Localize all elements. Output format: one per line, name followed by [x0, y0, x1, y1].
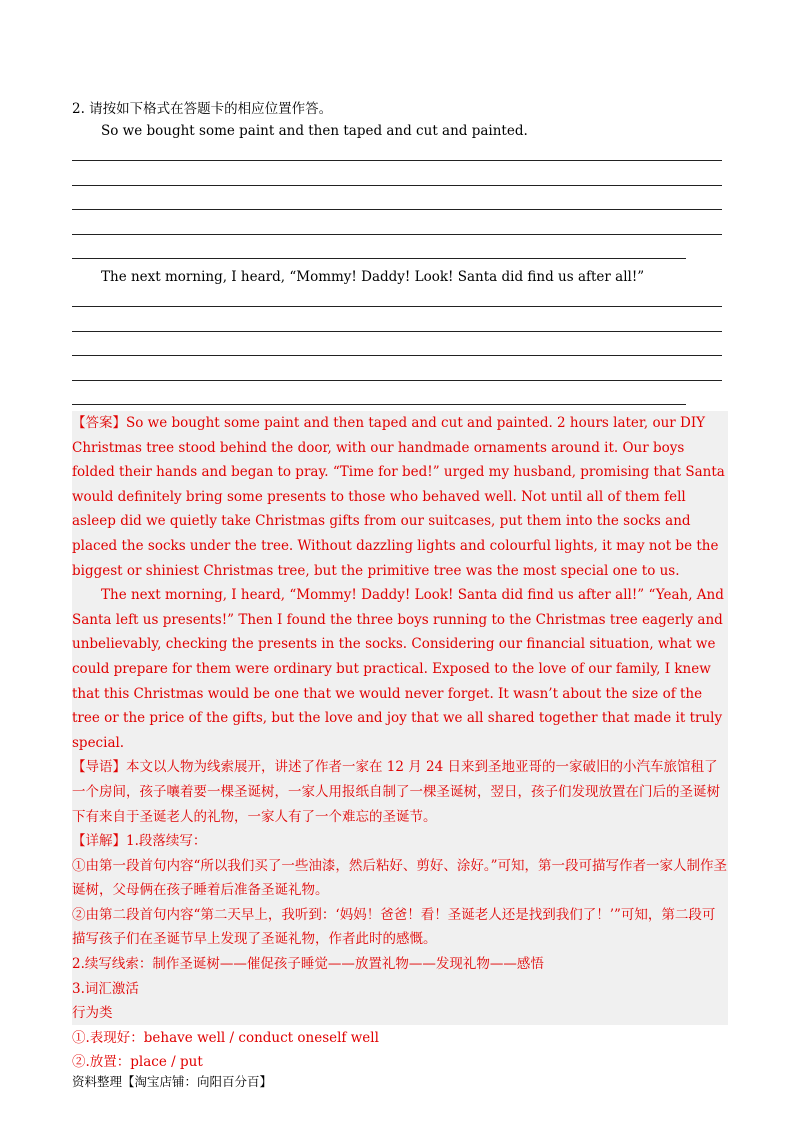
guide-text: 【导语】本文以人物为线索展开，讲述了作者一家在 12 月 24 日来到圣地亚哥的一家破旧的小汽车旅馆租了一个房间，孩子嚷着要一棵圣诞树，一家人用报纸自制了一棵圣诞树，翌日，孩子们发现放置在门后的圣诞树下有来自于圣诞老人的礼物，一家人有了一个难忘的圣诞节。 [72, 759, 720, 825]
footer-source: 资料整理【淘宝店铺：向阳百分百】 [72, 1074, 273, 1089]
vocab-category: 行为类 [72, 1005, 113, 1022]
detail-point-2: ②由第二段首句内容“第二天早上，我听到：‘妈妈！爸爸！看！圣诞老人还是找到我们了！’”可知，第二段可描写孩子们在圣诞节早上发现了圣诞礼物，作者此时的感慨。 [72, 906, 716, 948]
detail-point-1: ①由第一段首句内容“所以我们买了一些油漆，然后粘好、剪好、涂好。”可知，第一段可描写作者一家人制作圣诞树，父母俩在孩子睡着后准备圣诞礼物。 [72, 857, 728, 899]
answer-line [72, 234, 722, 235]
paragraph1-start-sentence: So we bought some paint and then taped and cut and painted. [101, 123, 528, 139]
answer-line [72, 209, 722, 210]
answer-line [72, 380, 722, 381]
question-title: 2. 请按如下格式在答题卡的相应位置作答。 [72, 101, 333, 117]
answer-paragraph-1: 【答案】So we bought some paint and then taped and cut and painted. 2 hours later, our DIY Christmas tree stood behind the door, with our handmade ornaments around it. Our boys folded their hands and began to pray. “Time for bed!” urged my husband, promising that Santa would definitely bring some presents to those who behaved well. Not until all of them fell asleep did we quietly take Christmas gifts from our suitcases, put them into the socks and placed the socks under the tree. Without dazzling lights and colourful lights, it may not be the biggest or shiniest Christmas tree, but the primitive tree was the most special one to us. [72, 415, 725, 579]
answer-line [72, 331, 722, 332]
answer-line [72, 404, 686, 405]
answer-line [72, 355, 722, 356]
writing-clue: 2.续写线索：制作圣诞树——催促孩子睡觉——放置礼物——发现礼物——感悟 [72, 956, 544, 973]
detail-heading: 【详解】1.段落续写： [72, 833, 207, 850]
answer-line [72, 185, 722, 186]
answer-paragraph-2: The next morning, I heard, “Mommy! Daddy! Look! Santa did find us after all!” “Yeah, And Santa left us presents!” Then I found the three boys running to the Christmas tree eagerly and unbelievably, checking the presents in the socks. Considering our financial situation, what we could prepare for them were ordinary but practical. Exposed to the love of our family, I knew that this Christmas would be one that we would never forget. It wasn’t about the size of the tree or the price of the gifts, but the love and joy that we all shared together that made it truly special. [72, 587, 724, 751]
answer-line [72, 160, 722, 161]
vocab-item-2: ②.放置：place / put [72, 1054, 203, 1071]
vocab-heading: 3.词汇激活 [72, 980, 139, 997]
answer-section [72, 411, 728, 1071]
answer-line [72, 306, 722, 307]
paragraph2-start-sentence: The next morning, I heard, “Mommy! Daddy! Look! Santa did find us after all!” [101, 269, 645, 285]
vocab-item-1: ①.表现好：behave well / conduct oneself well [72, 1029, 379, 1046]
answer-line [72, 258, 686, 259]
